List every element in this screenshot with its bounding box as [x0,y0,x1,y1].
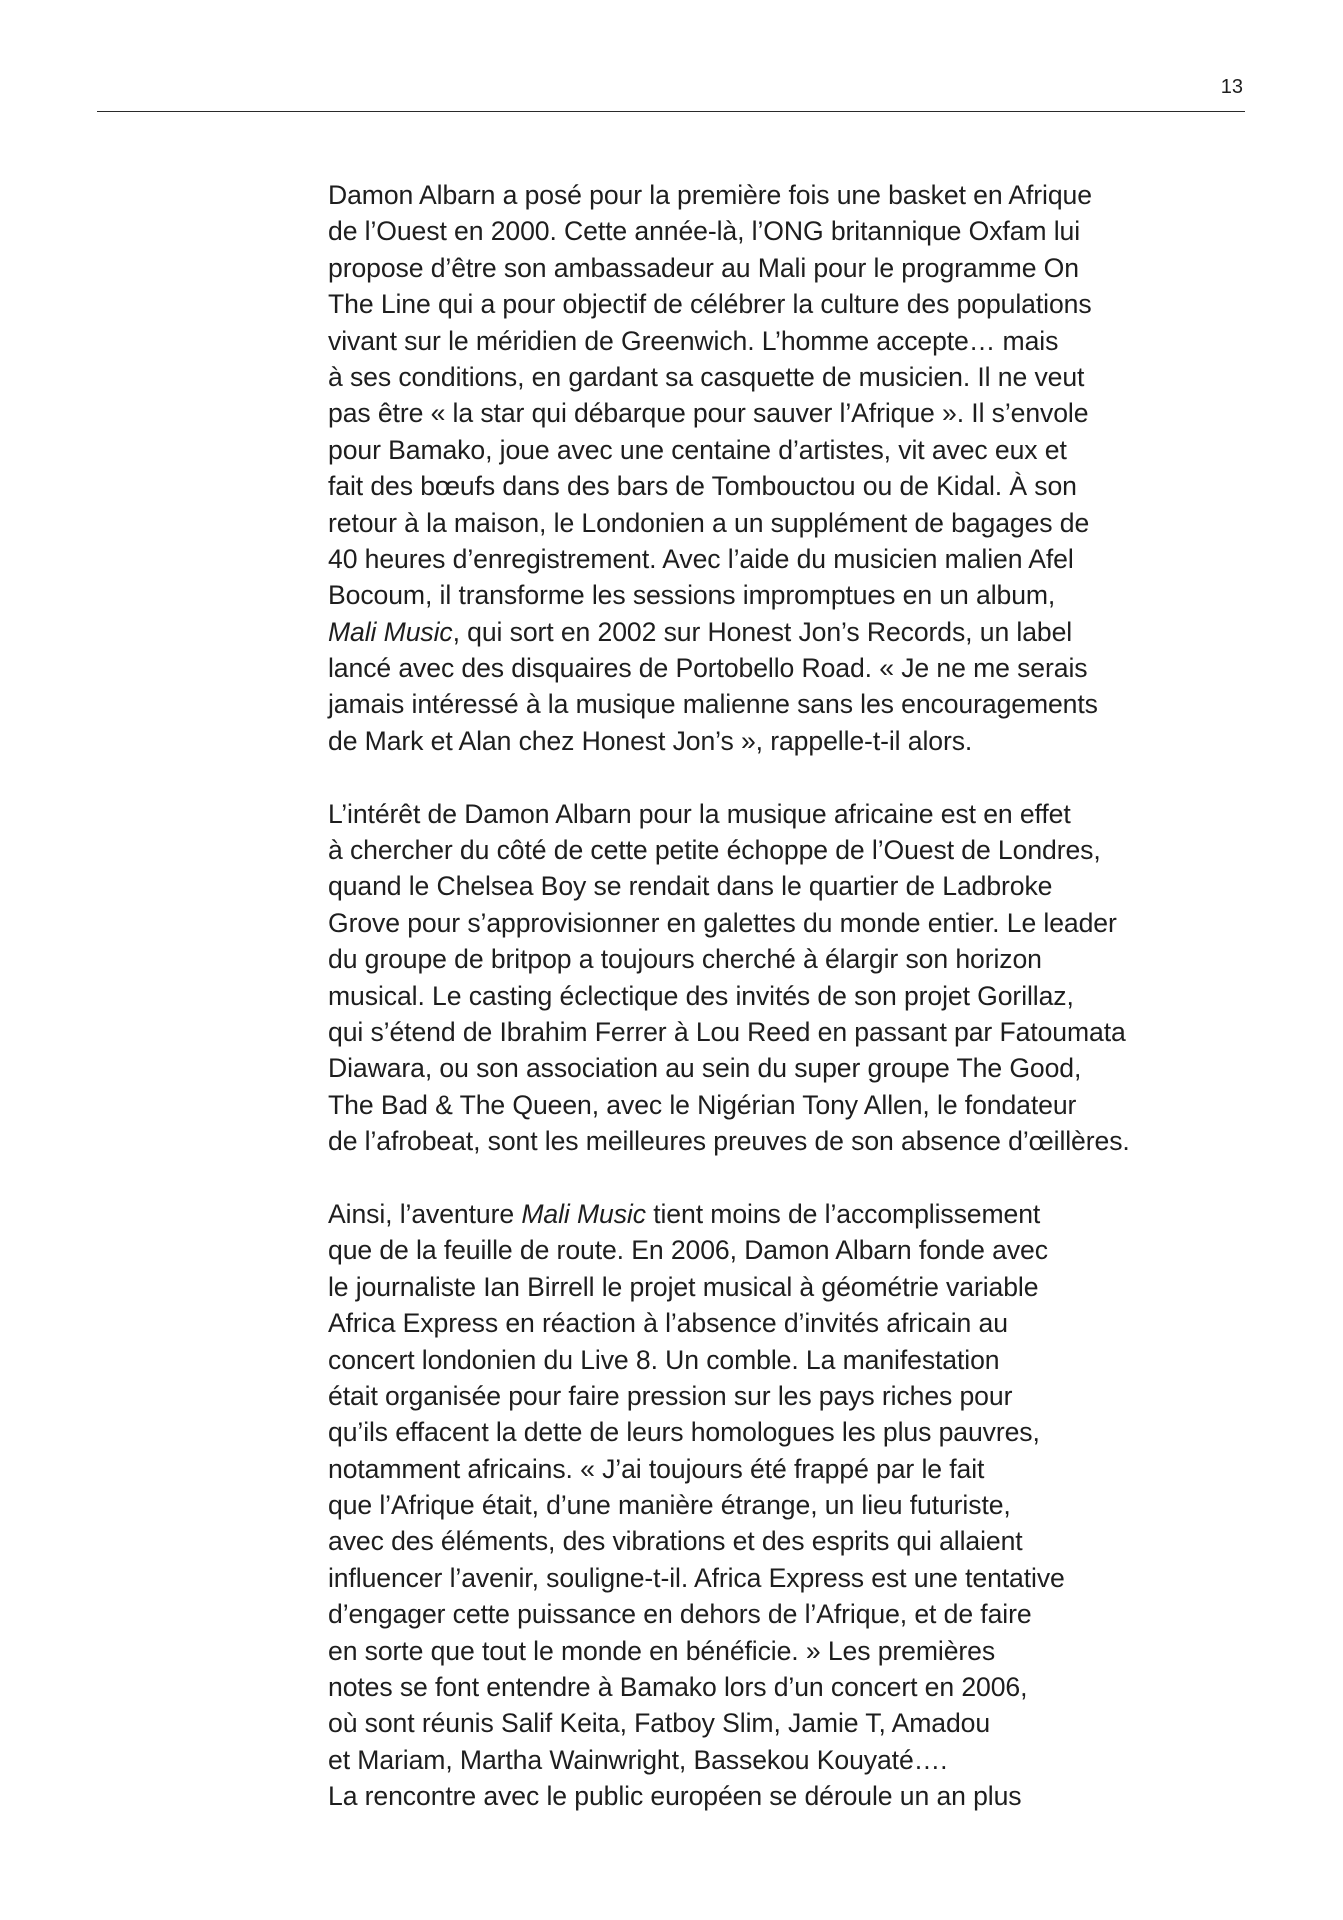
text-line [328,978,1248,1014]
text-line [328,1778,1248,1814]
text-run: quand le Chelsea Boy se rendait dans le quartier de Ladbroke [328,871,1053,902]
text-line [328,796,1248,832]
text-run: Damon Albarn a posé pour la première fois une basket en Afrique [328,180,1092,210]
text-line [328,1269,1248,1305]
text-line [328,686,1248,722]
text-run: influencer l’avenir, souligne-t-il. Africa Express est une tentative [328,1562,1065,1593]
text-line [328,286,1248,322]
text-line [328,614,1248,650]
italic-title: Mali Music [328,616,453,647]
text-run: avec des éléments, des vibrations et des esprits qui allaient [328,1526,1023,1557]
text-run: L’intérêt de Damon Albarn pour la musique africaine est en effet [328,798,1071,829]
text-line [328,250,1248,286]
text-line [328,323,1248,359]
text-run: à chercher du côté de cette petite échoppe de l’Ouest de Londres, [328,835,1101,866]
text-line [328,395,1248,431]
text-run: vivant sur le méridien de Greenwich. L’homme accepte… mais [328,325,1059,356]
text-run: d’engager cette puissance en dehors de l’Afrique, et de faire [328,1599,1032,1630]
text-line [328,1232,1248,1268]
text-run: , qui sort en 2002 sur Honest Jon’s Records, un label [452,616,1073,647]
text-line [328,1305,1248,1341]
text-line [328,1342,1248,1378]
text-run: et Mariam, Martha Wainwright, Bassekou Kouyaté…. [328,1744,948,1775]
text-run: The Line qui a pour objectif de célébrer la culture des populations [328,289,1092,320]
text-run: pour Bamako, joue avec une centaine d’artistes, vit avec eux et [328,434,1067,465]
text-run: musical. Le casting éclectique des invités de son projet Gorillaz, [328,980,1074,1011]
text-line [328,177,1248,213]
text-run: Diawara, ou son association au sein du super groupe The Good, [328,1053,1082,1084]
text-run: en sorte que tout le monde en bénéficie. » Les premières [328,1635,996,1666]
text-line [328,432,1248,468]
text-line [328,1414,1248,1450]
text-line [328,359,1248,395]
text-line [328,1196,1248,1232]
text-run: Africa Express en réaction à l’absence d’invités africain au [328,1308,1008,1339]
text-line [328,1451,1248,1487]
text-line [328,1633,1248,1669]
text-run: qui s’étend de Ibrahim Ferrer à Lou Reed en passant par Fatoumata [328,1016,1126,1047]
page-number: 13 [1220,76,1243,98]
text-line [328,1742,1248,1778]
text-run: que l’Afrique était, d’une manière étrange, un lieu futuriste, [328,1490,1011,1521]
text-run: 40 heures d’enregistrement. Avec l’aide du musicien malien Afel [328,543,1074,574]
text-line [328,650,1248,686]
text-line [328,1378,1248,1414]
text-line [328,1087,1248,1123]
text-line [328,1705,1248,1741]
article-body [328,177,1248,1815]
text-line [328,723,1248,759]
paragraph [328,177,1248,759]
text-run: de l’afrobeat, sont les meilleures preuves de son absence d’œillères. [328,1126,1130,1157]
text-run: La rencontre avec le public européen se déroule un an plus [328,1781,1022,1812]
text-run: fait des bœufs dans des bars de Tombouctou ou de Kidal. À son [328,471,1077,502]
text-run: notamment africains. « J’ai toujours été frappé par le fait [328,1453,985,1484]
text-line [328,832,1248,868]
text-line [328,868,1248,904]
text-run: The Bad & The Queen, avec le Nigérian Tony Allen, le fondateur [328,1089,1077,1120]
text-run: Bocoum, il transforme les sessions impromptues en un album, [328,580,1056,611]
text-run: qu’ils effacent la dette de leurs homologues les plus pauvres, [328,1417,1040,1448]
text-run: le journaliste Ian Birrell le projet musical à géométrie variable [328,1271,1039,1302]
text-run: concert londonien du Live 8. Un comble. La manifestation [328,1344,1000,1375]
text-line [328,941,1248,977]
text-run: à ses conditions, en gardant sa casquette de musicien. Il ne veut [328,361,1085,392]
text-line [328,1050,1248,1086]
text-run: Grove pour s’approvisionner en galettes du monde entier. Le leader [328,907,1117,938]
page-header [97,0,1245,112]
paragraph [328,1196,1248,1815]
text-run: lancé avec des disquaires de Portobello Road. « Je ne me serais [328,653,1088,684]
text-line [328,213,1248,249]
paragraph [328,796,1248,1160]
text-line [328,577,1248,613]
text-run: était organisée pour faire pression sur les pays riches pour [328,1380,1013,1411]
paragraph-gap [328,1160,1248,1196]
text-run: notes se font entendre à Bamako lors d’un concert en 2006, [328,1672,1028,1703]
text-run: de l’Ouest en 2000. Cette année-là, l’ONG britannique Oxfam lui [328,216,1081,247]
text-line [328,1014,1248,1050]
text-line [328,541,1248,577]
text-run: jamais intéressé à la musique malienne sans les encouragements [328,689,1098,720]
text-run: de Mark et Alan chez Honest Jon’s », rappelle-t-il alors. [328,725,973,756]
paragraph-gap [328,759,1248,795]
text-line [328,1123,1248,1159]
text-line [328,1487,1248,1523]
text-line [328,1596,1248,1632]
text-run: pas être « la star qui débarque pour sauver l’Afrique ». Il s’envole [328,398,1089,429]
text-line [328,468,1248,504]
text-line [328,1560,1248,1596]
text-line [328,905,1248,941]
text-run: propose d’être son ambassadeur au Mali pour le programme On [328,252,1079,283]
text-run: où sont réunis Salif Keita, Fatboy Slim, Jamie T, Amadou [328,1708,991,1739]
text-run: retour à la maison, le Londonien a un supplément de bagages de [328,507,1090,538]
text-run: Ainsi, l’aventure [328,1198,522,1229]
text-run: du groupe de britpop a toujours cherché à élargir son horizon [328,944,1042,975]
italic-title: Mali Music [521,1198,646,1229]
text-run: tient moins de l’accomplissement [645,1198,1041,1229]
text-line [328,505,1248,541]
text-line [328,1523,1248,1559]
text-run: que de la feuille de route. En 2006, Damon Albarn fonde avec [328,1235,1048,1266]
text-line [328,1669,1248,1705]
